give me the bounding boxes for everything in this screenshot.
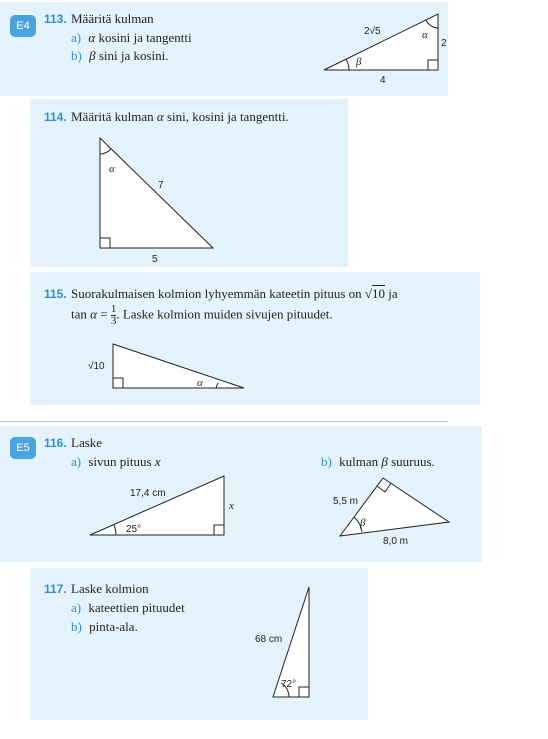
- alpha-label: α: [109, 163, 115, 175]
- alpha-symbol: α: [88, 30, 96, 45]
- side-label: x: [229, 500, 234, 512]
- alpha-symbol: α: [156, 109, 164, 124]
- triangle-figure-114: [95, 132, 225, 267]
- leg-label: 5,5 m: [333, 496, 359, 507]
- sqrt-expression: √10: [364, 286, 386, 301]
- part-label: b): [321, 454, 332, 469]
- triangle-figure-116a: [88, 474, 248, 540]
- part-text: kulman: [339, 454, 379, 469]
- side-label: 2: [441, 38, 447, 49]
- exercise-115-number: 115.: [44, 287, 67, 301]
- angle-label: 72°: [281, 679, 297, 690]
- beta-label: β: [356, 56, 362, 68]
- part-text: sini ja kosini.: [98, 48, 169, 63]
- exercise-117-number: 117.: [44, 582, 67, 596]
- part-text: kateettien pituudet: [88, 600, 185, 615]
- alpha-symbol: α: [90, 306, 97, 322]
- text-pre: Määritä kulman: [71, 109, 154, 124]
- part-label: a): [71, 454, 82, 469]
- exercise-badge-e5: E5: [10, 437, 36, 459]
- exercise-115-line2: [71, 304, 333, 327]
- beta-symbol: β: [381, 454, 388, 469]
- triangle-shape: [113, 344, 244, 388]
- part-label: a): [71, 600, 82, 615]
- text-post: . Laske kolmion muiden sivujen pituudet.: [116, 306, 333, 322]
- hypotenuse-label: 68 cm: [255, 634, 283, 645]
- beta-symbol: β: [89, 48, 96, 63]
- triangle-figure-116b: [330, 474, 455, 549]
- exercise-116-number: 116.: [44, 436, 67, 450]
- hypotenuse-label: 7: [158, 180, 164, 191]
- triangle-figure-115: [86, 340, 251, 392]
- angle-label: 25°: [126, 524, 142, 535]
- triangle-shape: [90, 476, 224, 535]
- hypotenuse-label: 17,4 cm: [130, 488, 166, 499]
- exercise-117-part-a: [71, 600, 185, 616]
- exercise-113-part-b: [71, 48, 169, 64]
- exercise-113-title: Määritä kulman: [71, 11, 154, 26]
- part-label: b): [71, 48, 82, 63]
- sqrt-argument: 10: [372, 286, 386, 301]
- base-label: 5: [152, 254, 158, 265]
- part-text: pinta-ala.: [89, 619, 138, 634]
- exercise-114-text: [71, 109, 289, 125]
- equals-sign: =: [100, 306, 108, 322]
- alpha-label: α: [197, 377, 203, 389]
- exercise-116-part-a: [71, 454, 161, 470]
- text-pre: Suorakulmaisen kolmion lyhyemmän kateetin pituus on: [71, 286, 362, 301]
- exercise-badge-e4: E4: [10, 15, 36, 37]
- part-text: kosini ja tangentti: [98, 30, 192, 45]
- text-post: sini, kosini ja tangentti.: [167, 109, 289, 124]
- section-divider: [0, 421, 448, 422]
- alpha-label: α: [422, 29, 428, 41]
- hypotenuse-label: 8,0 m: [383, 536, 409, 547]
- exercise-115-line1: [71, 286, 398, 302]
- fraction-numerator: 1: [110, 303, 117, 315]
- tan-function: tan: [71, 306, 87, 322]
- exercise-114-number: 114.: [44, 110, 67, 124]
- text-post: ja: [388, 286, 398, 301]
- triangle-shape: [340, 478, 449, 536]
- beta-label: β: [360, 517, 366, 529]
- side-label: √10: [88, 361, 105, 372]
- part-label: b): [71, 619, 82, 634]
- exercise-117-part-b: [71, 619, 138, 635]
- part-label: a): [71, 30, 82, 45]
- exercise-117-title: Laske kolmion: [71, 581, 149, 596]
- exercise-113-part-a: [71, 30, 192, 46]
- part-text-post: suuruus.: [391, 454, 435, 469]
- fraction-denominator: 3: [110, 315, 117, 327]
- triangle-shape: [100, 138, 213, 248]
- triangle-shape: [324, 14, 438, 70]
- base-label: 4: [380, 75, 386, 86]
- part-text: sivun pituus: [88, 454, 152, 469]
- exercise-113-number: 113.: [44, 12, 67, 26]
- triangle-figure-117: [255, 583, 317, 703]
- hypotenuse-label: 2√5: [364, 26, 381, 37]
- exercise-116-title: Laske: [71, 435, 103, 450]
- x-symbol: x: [154, 454, 161, 469]
- triangle-figure-113: [318, 8, 448, 88]
- exercise-116-part-b: [321, 454, 435, 470]
